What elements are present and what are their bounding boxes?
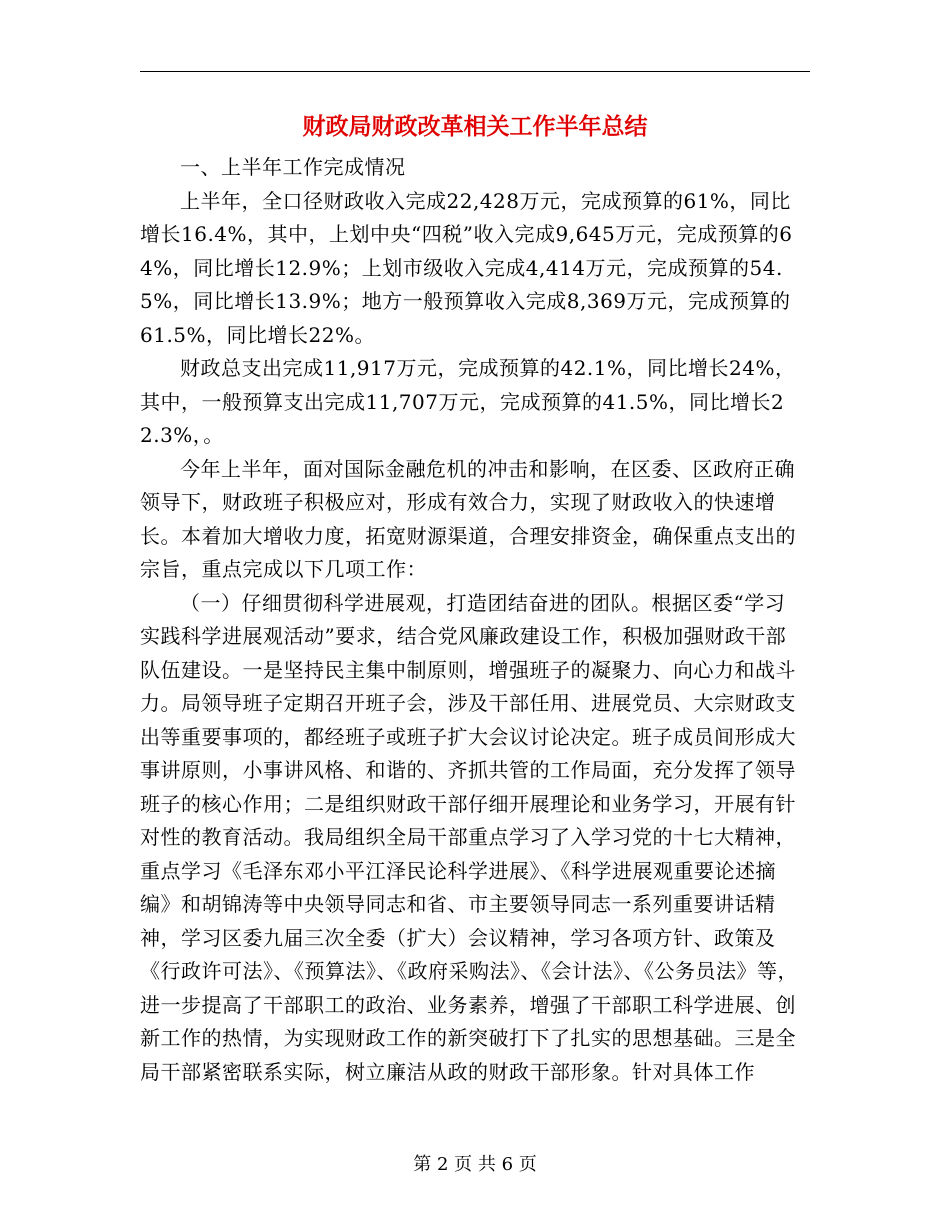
paragraph-expenditure: 财政总支出完成11,917万元，完成预算的42.1%，同比增长24%，其中，一般预算支出完成11,707万元，完成预算的41.5%，同比增长22.3%，。 — [140, 356, 796, 447]
section-heading: 一、上半年工作完成情况 — [180, 155, 406, 179]
page-number: 第 2 页 共 6 页 — [413, 1154, 537, 1175]
header-rule — [140, 71, 810, 72]
paragraph-revenue: 上半年，全口径财政收入完成22,428万元，完成预算的61%，同比增长16.4%，其中，上划中央“四税”收入完成9,645万元，完成预算的64%，同比增长12.9%；上划市级收入完成4,414万元，完成预算的54.5%，同比增长13.9%；地方一般预算收入完成8,369万元，完成预算的61.5%，同比增长22%。 — [140, 188, 793, 347]
document-title: 财政局财政改革相关工作半年总结 — [302, 114, 648, 140]
paragraph-team-building: （一）仔细贯彻科学进展观，打造团结奋进的团队。根据区委“学习实践科学进展观活动”要求，结合党风廉政建设工作，积极加强财政干部队伍建设。一是坚持民主集中制原则，增强班子的凝聚力、向心力和战斗力。局领导班子定期召开班子会，涉及干部任用、进展党员、大宗财政支出等重要事项的，都经班子或班子扩大会议讨论决定。班子成员间形成大事讲原则，小事讲风格、和谐的、齐抓共管的工作局面，充分发挥了领导班子的核心作用；二是组织财政干部仔细开展理论和业务学习，开展有针对性的教育活动。我局组织全局干部重点学习了入学习党的十七大精神，重点学习《毛泽东邓小平江泽民论科学进展》、《科学进展观重要论述摘编》和胡锦涛等中央领导同志和省、市主要领导同志一系列重要讲话精神，学习区委九届三次全委（扩大）会议精神，学习各项方针、政策及《行政许可法》、《预算法》、《政府采购法》、《会计法》、《公务员法》等，进一步提高了干部职工的政治、业务素养，增强了干部职工科学进展、创新工作的热情，为实现财政工作的新突破打下了扎实的思想基础。三是全局干部紧密联系实际，树立廉洁从政的财政干部形象。针对具体工作 — [140, 590, 798, 1084]
paragraph-overview: 今年上半年，面对国际金融危机的冲击和影响，在区委、区政府正确领导下，财政班子积极应对，形成有效合力，实现了财政收入的快速增长。本着加大增收力度，拓宽财源渠道，合理安排资金，确保重点支出的宗旨，重点完成以下几项工作： — [140, 456, 796, 581]
document-body — [140, 151, 802, 1089]
